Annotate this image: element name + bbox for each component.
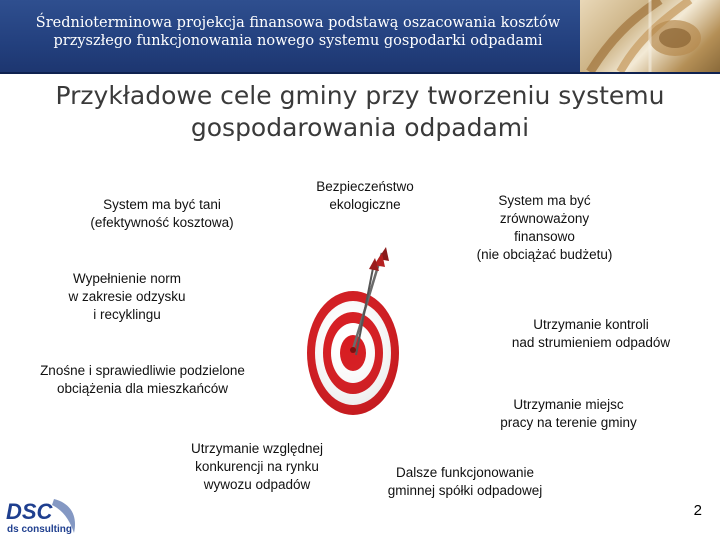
- slide-title: [20, 80, 700, 144]
- goal-line: (efektywność kosztowa): [90, 215, 234, 230]
- header-title-line-1: Średnioterminowa projekcja finansowa podstawą oszacowania kosztów: [35, 15, 561, 31]
- page-number: 2: [693, 502, 702, 519]
- slide-header: [0, 0, 720, 74]
- goal-line: Dalsze funkcjonowanie: [395, 465, 535, 480]
- goal-financial-balance: [462, 192, 627, 264]
- goal-line: (nie obciążać budżetu): [476, 247, 613, 262]
- goal-local-jobs: [486, 396, 651, 432]
- goal-line: Utrzymanie względnej: [190, 441, 324, 456]
- goal-line: konkurencji na rynku: [195, 459, 319, 474]
- goal-line: zrównoważony: [499, 211, 590, 226]
- goal-line: Wypełnienie norm: [73, 271, 181, 286]
- goal-line: System ma być: [498, 193, 591, 208]
- rope-photo: [580, 0, 720, 72]
- goal-line: w zakresie odzysku: [68, 289, 186, 304]
- goal-line: ekologiczne: [329, 197, 401, 212]
- goal-waste-stream-control: [496, 316, 686, 352]
- logo-main-text: DSC: [6, 499, 53, 524]
- goal-line: System ma być tani: [103, 197, 221, 212]
- goal-cost-efficiency: [72, 196, 252, 232]
- goal-line: obciążenia dla mieszkańców: [56, 381, 229, 396]
- goal-line: pracy na terenie gminy: [500, 415, 637, 430]
- goal-ecological-safety: [290, 178, 440, 214]
- dsc-logo: [4, 497, 80, 537]
- goal-line: Znośne i sprawiedliwie podzielone: [40, 363, 245, 378]
- header-title: [18, 14, 578, 50]
- logo-sub-text: ds consulting: [7, 524, 72, 535]
- goal-line: gminnej spółki odpadowej: [387, 483, 543, 498]
- goal-municipal-company: [370, 464, 560, 500]
- goal-line: Utrzymanie miejsc: [513, 397, 624, 412]
- goal-market-competition: [172, 440, 342, 494]
- header-title-line-2: przyszłego funkcjonowania nowego systemu gospodarki odpadami: [53, 33, 543, 49]
- goal-line: nad strumieniem odpadów: [511, 335, 671, 350]
- goal-line: Bezpieczeństwo: [316, 179, 414, 194]
- goal-line: wywozu odpadów: [203, 477, 311, 492]
- slide-title-line-2: gospodarowania odpadami: [190, 113, 530, 142]
- goal-recycling-norms: [52, 270, 202, 324]
- goal-fair-burden: [20, 362, 265, 398]
- goal-line: Utrzymanie kontroli: [533, 317, 649, 332]
- goal-line: finansowo: [514, 229, 575, 244]
- goal-line: i recyklingu: [93, 307, 161, 322]
- target-with-arrows-icon: [290, 245, 420, 420]
- slide-title-line-1: Przykładowe cele gminy przy tworzeniu systemu: [55, 81, 665, 110]
